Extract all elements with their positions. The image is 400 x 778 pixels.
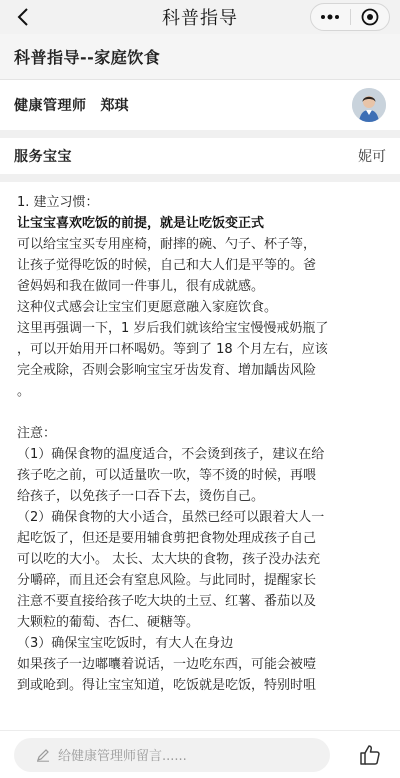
- manager-name: 郑琪: [100, 98, 129, 114]
- article-line: 孩子吃之前，可以适量吹一吹，等不烫的时候，再喂: [17, 468, 317, 483]
- section-divider: [0, 130, 400, 138]
- close-button[interactable]: [351, 4, 390, 30]
- article-line: 到或呛到。得让宝宝知道，吃饭就是吃饭，特别时咀: [17, 678, 317, 693]
- bottom-action-bar: [0, 730, 400, 778]
- page-header: [0, 34, 400, 80]
- avatar-portrait-icon: [352, 88, 386, 122]
- baby-name: 妮可: [358, 149, 386, 165]
- service-label: 服务宝宝: [14, 149, 72, 165]
- more-dots-icon: [320, 14, 340, 20]
- page-title: 科普指导--家庭饮食: [14, 48, 161, 67]
- navigation-bar: [0, 0, 400, 34]
- article-line: 分嚼碎，而且还会有窒息风险。与此同时，提醒家长: [17, 573, 317, 588]
- thumbs-up-icon: [358, 743, 382, 767]
- like-button[interactable]: [356, 741, 384, 769]
- article-line: 。: [17, 384, 31, 399]
- article-line: 如果孩子一边嘟囔着说话，一边吃东西，可能会被噎: [17, 657, 317, 672]
- article-line: 起吃饭了，但还是要用辅食剪把食物处理成孩子自己: [17, 531, 317, 546]
- service-baby-row: [0, 138, 400, 174]
- manager-avatar[interactable]: [352, 88, 386, 122]
- article-line: 大颗粒的葡萄、杏仁、硬糖等。: [17, 615, 200, 630]
- article-line: 让宝宝喜欢吃饭的前提，就是让吃饭变正式: [17, 216, 265, 231]
- article-line: 注意不要直接给孩子吃大块的土豆、红薯、番茄以及: [17, 594, 317, 609]
- article-line: （1）确保食物的温度适合，不会烫到孩子，建议在给: [17, 447, 325, 462]
- article-line: 完全戒除，否则会影响宝宝牙齿发育、增加龋齿风险: [17, 363, 317, 378]
- article-line: 可以吃的大小。 太长、太大块的食物，孩子没办法充: [17, 552, 321, 567]
- target-close-icon: [361, 8, 379, 26]
- article-line: 这里再强调一下，1 岁后我们就该给宝宝慢慢戒奶瓶了: [17, 321, 329, 336]
- article-line: （2）确保食物的大小适合，虽然已经可以跟着大人一: [17, 510, 325, 525]
- health-manager-row: [0, 80, 400, 130]
- article-line: 这种仪式感会让宝宝们更愿意融入家庭饮食。: [17, 300, 278, 315]
- chevron-left-icon: [16, 7, 30, 27]
- article-content: [0, 182, 400, 730]
- section-divider: [0, 174, 400, 182]
- article-line: （3）确保宝宝吃饭时，有大人在身边: [17, 636, 234, 651]
- article-line: 爸妈妈和我在做同一件事儿，很有成就感。: [17, 279, 265, 294]
- comment-input[interactable]: [14, 738, 330, 772]
- article-line: 1. 建立习惯：: [17, 195, 99, 210]
- back-button[interactable]: [10, 4, 36, 30]
- article-line: 可以给宝宝买专用座椅，耐摔的碗、勺子、杯子等，: [17, 237, 317, 252]
- article-line: 让孩子觉得吃饭的时候，自己和大人们是平等的。爸: [17, 258, 317, 273]
- manager-label: 健康管理师: [14, 98, 87, 114]
- article-line: ，可以开始用开口杯喝奶。等到了 18 个月左右，应该: [17, 342, 328, 357]
- article-line: 给孩子，以免孩子一口吞下去，烫伤自己。: [17, 489, 265, 504]
- comment-placeholder: 给健康管理师留言......: [58, 749, 187, 764]
- article-line: [17, 402, 386, 423]
- nav-title: 科普指导: [162, 8, 238, 29]
- more-button[interactable]: [311, 4, 350, 30]
- mini-program-capsule: [310, 3, 390, 31]
- pen-icon: [36, 748, 50, 762]
- article-line: 注意：: [17, 426, 57, 441]
